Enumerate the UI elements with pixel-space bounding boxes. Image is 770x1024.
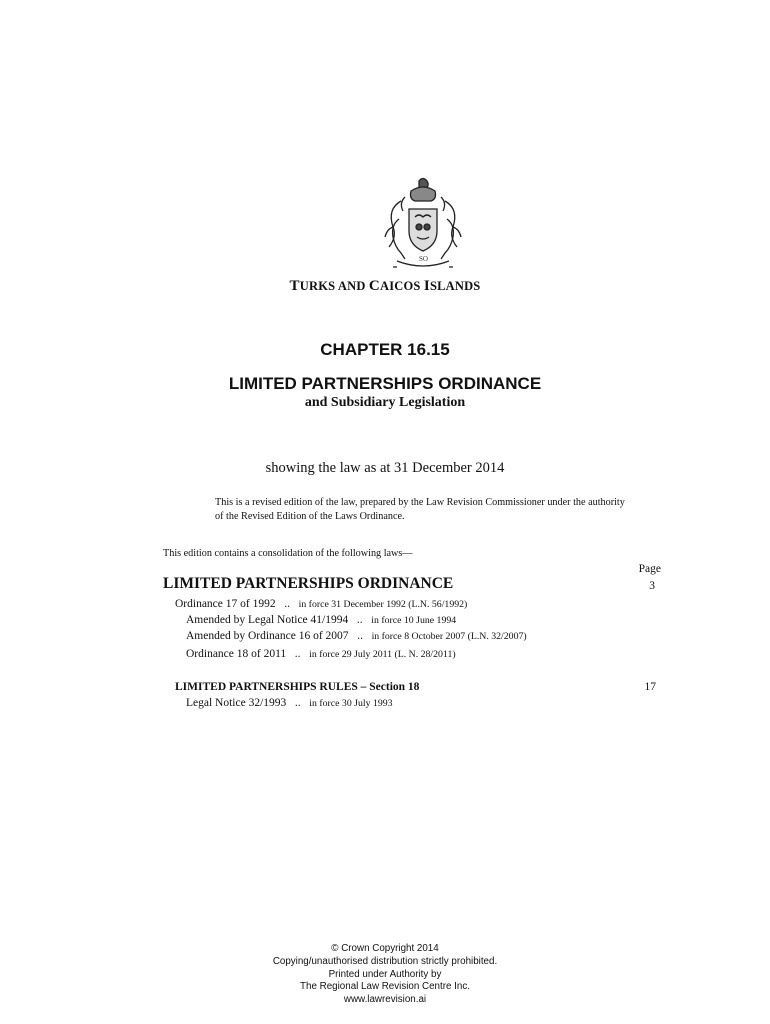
entry-dots: .. bbox=[294, 697, 301, 709]
entry-name: Ordinance 18 of 2011 bbox=[186, 648, 287, 660]
entry-name: Amended by Legal Notice 41/1994 bbox=[186, 614, 349, 626]
chapter-title: CHAPTER 16.15 bbox=[320, 340, 450, 359]
footer-line: © Crown Copyright 2014 bbox=[331, 943, 439, 954]
footer-line: The Regional Law Revision Centre Inc. bbox=[300, 981, 470, 993]
history-entry bbox=[186, 697, 393, 709]
entry-name: Legal Notice 32/1993 bbox=[186, 697, 287, 709]
rules-page-number: 17 bbox=[644, 681, 656, 693]
footer-link[interactable]: www.lawrevision.ai bbox=[343, 994, 427, 1006]
law-as-at-date: showing the law as at 31 December 2014 bbox=[265, 460, 505, 476]
revised-edition-note bbox=[215, 496, 645, 524]
svg-text:SO: SO bbox=[419, 255, 428, 263]
revised-note-line: of the Revised Edition of the Laws Ordinance. bbox=[215, 511, 405, 522]
history-entry bbox=[186, 648, 456, 660]
entry-in-force: in force 31 December 1992 (L.N. 56/1992) bbox=[298, 599, 468, 610]
ordinance-contents-title: LIMITED PARTNERSHIPS ORDINANCE bbox=[163, 575, 454, 592]
entry-name: Ordinance 17 of 1992 bbox=[175, 598, 276, 610]
coat-of-arms-icon bbox=[375, 175, 471, 275]
entry-dots: .. bbox=[356, 614, 363, 626]
history-entry bbox=[186, 630, 527, 642]
entry-in-force: in force 30 July 1993 bbox=[309, 698, 393, 709]
contents-intro: This edition contains a consolidation of the following laws— bbox=[163, 548, 413, 559]
copyright-footer bbox=[0, 943, 770, 1007]
footer-line: Copying/unauthorised distribution strictly prohibited. bbox=[272, 955, 498, 967]
history-entry bbox=[175, 598, 467, 610]
footer-line: Printed under Authority by bbox=[328, 968, 442, 980]
page-column-header: Page bbox=[638, 563, 661, 575]
revised-note-line: This is a revised edition of the law, prepared by the Law Revision Commissioner under the authority bbox=[215, 497, 625, 508]
rules-contents-title: LIMITED PARTNERSHIPS RULES – Section 18 bbox=[175, 681, 420, 693]
entry-dots: .. bbox=[284, 598, 290, 610]
history-entry bbox=[186, 614, 456, 626]
ordinance-title: LIMITED PARTNERSHIPS ORDINANCE bbox=[228, 374, 542, 393]
entry-dots: .. bbox=[294, 648, 301, 660]
entry-name: Amended by Ordinance 16 of 2007 bbox=[186, 630, 349, 642]
entry-in-force: in force 10 June 1994 bbox=[371, 615, 457, 626]
entry-dots: .. bbox=[357, 630, 363, 642]
entry-in-force: in force 29 July 2011 (L. N. 28/2011) bbox=[309, 649, 456, 660]
country-heading: TURKS AND CAICOS ISLANDS bbox=[289, 278, 481, 294]
subsidiary-subtitle: and Subsidiary Legislation bbox=[304, 395, 466, 410]
ordinance-page-number: 3 bbox=[649, 580, 655, 592]
entry-in-force: in force 8 October 2007 (L.N. 32/2007) bbox=[371, 631, 527, 642]
